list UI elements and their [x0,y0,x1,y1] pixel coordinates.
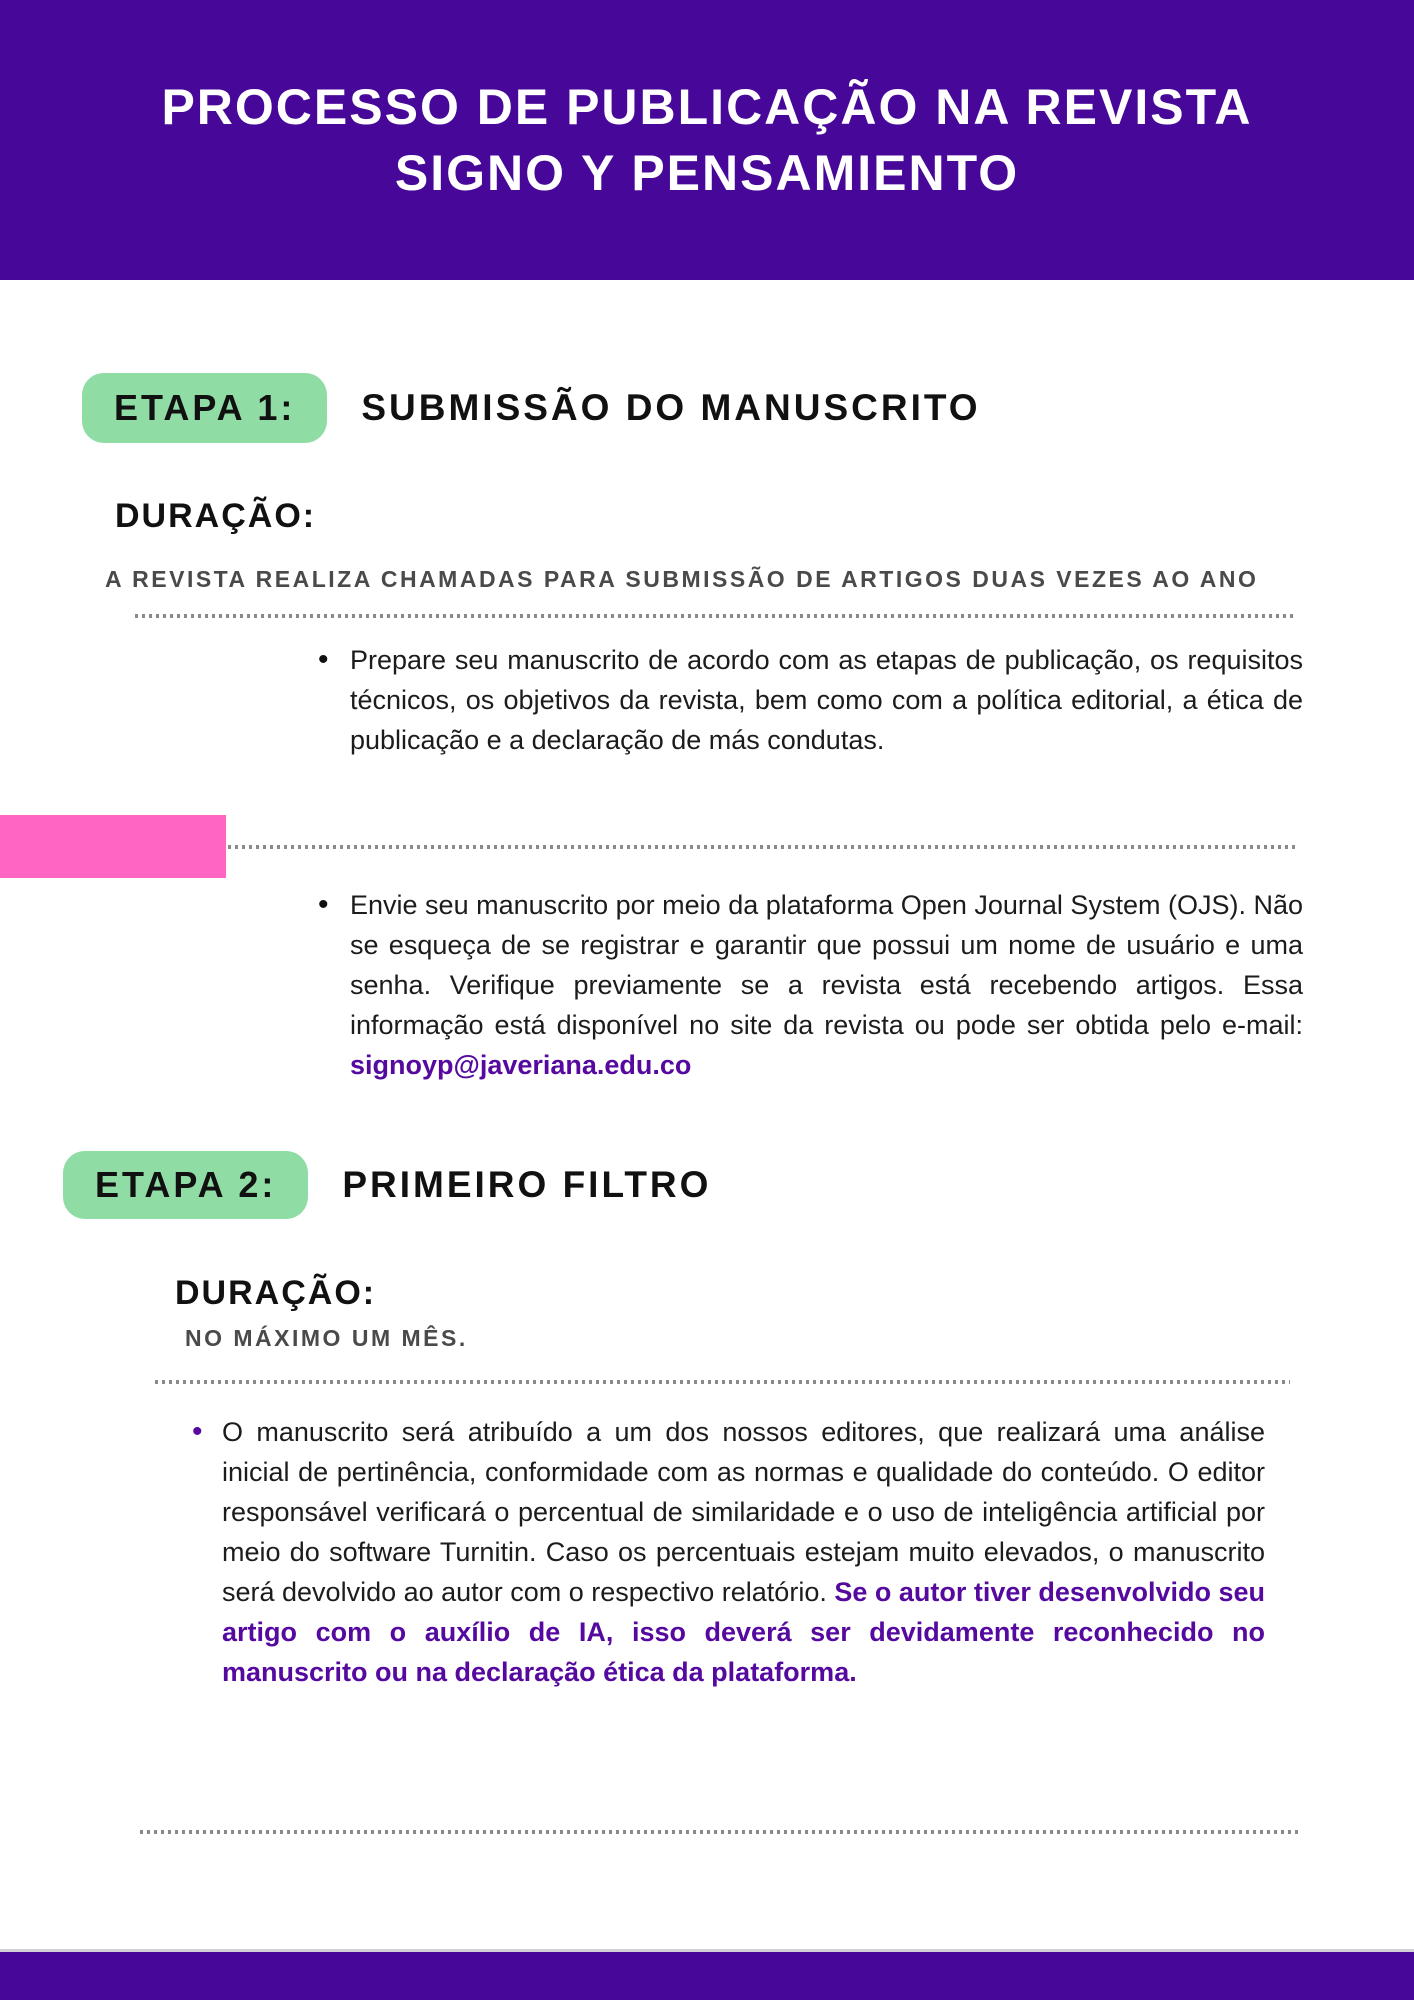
step-1-duration-label: DURAÇÃO: [115,497,317,535]
header-banner [0,0,1414,280]
step-2-bullet-1-emphasis: Se o autor tiver desenvolvido seu artigo com o auxílio de IA, isso deverá ser devidamente reconhecido no manuscrito ou na declaração ética da plataforma. [222,1577,1265,1687]
dotted-divider [165,845,1295,849]
page-title-line1: PROCESSO DE PUBLICAÇÃO NA REVISTA [161,79,1253,135]
step-1-bullet-1-text: Prepare seu manuscrito de acordo com as etapas de publicação, os requisitos técnicos, os objetivos da revista, bem como com a política editorial, a ética de publicação e a declaração de más condutas. [350,645,1303,755]
footer-banner [0,1949,1414,2000]
step-1-bullet-1 [318,640,1303,760]
step-1-bullet-2-text: Envie seu manuscrito por meio da plataforma Open Journal System (OJS). Não se esqueça de se registrar e garantir que possui um nome de usuário e uma senha. Verifique previamente se a revista está recebendo artigos. Essa informação está disponível no site da revista ou pode ser obtida pelo e-mail: [350,890,1303,1040]
step-1-heading-row [82,373,981,443]
dotted-divider [155,1380,1290,1384]
step-2-badge: ETAPA 2: [63,1151,308,1219]
step-1-bullet-2 [318,885,1303,1085]
email-link[interactable]: signoyp@javeriana.edu.co [350,1050,692,1080]
step-1-badge: ETAPA 1: [82,373,327,443]
page-title [161,74,1252,206]
step-2-duration-detail: NO MÁXIMO UM MÊS. [185,1325,468,1351]
step-2-bullet-1 [192,1412,1265,1692]
dotted-divider [135,614,1295,618]
dotted-divider [140,1830,1300,1834]
step-2-title: PRIMEIRO FILTRO [342,1164,712,1205]
step-2-bullet-1-text: O manuscrito será atribuído a um dos nossos editores, que realizará uma análise inicial de pertinência, conformidade com as normas e qualidade do conteúdo. O editor responsável verificará o percentual de similaridade e o uso de inteligência artificial por meio do software Turnitin. Caso os percentuais estejam muito elevados, o manuscrito será devolvido ao autor com o respectivo relatório. [222,1417,1265,1607]
step-2-heading-row [63,1151,711,1219]
step-2-duration-label: DURAÇÃO: [175,1274,377,1312]
page-title-line2: SIGNO Y PENSAMIENTO [394,145,1020,201]
step-1-title: SUBMISSÃO DO MANUSCRITO [361,387,981,428]
pink-accent-bar [0,815,226,878]
step-1-duration-detail: A REVISTA REALIZA CHAMADAS PARA SUBMISSÃO DE ARTIGOS DUAS VEZES AO ANO [105,566,1259,592]
